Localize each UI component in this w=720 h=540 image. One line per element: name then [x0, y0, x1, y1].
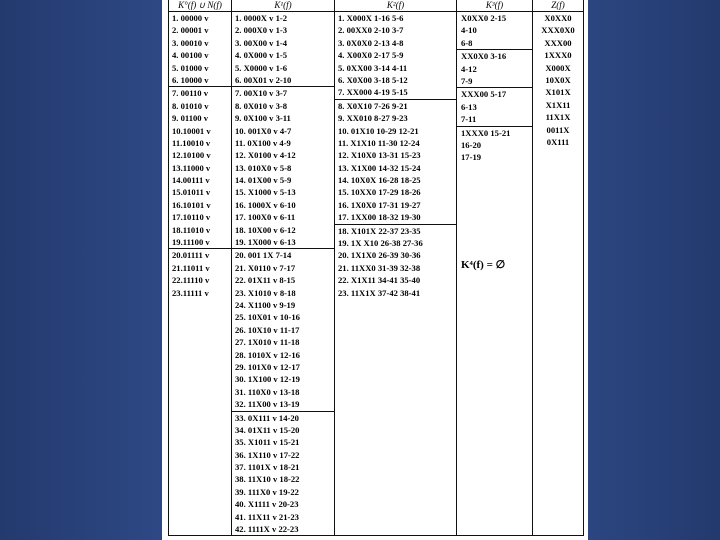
col1-row: 9. 01100 v — [172, 113, 209, 124]
col1-row: 23.11111 v — [172, 287, 209, 298]
col2-row: 14. 01X00 v 5-9 — [235, 175, 292, 186]
col5-row: X0XX0 — [544, 13, 572, 23]
col1-row: 5. 01000 v — [172, 62, 209, 73]
rows-col1 — [169, 12, 231, 299]
col4-row: XX0X0 3-16 — [457, 49, 532, 62]
header-z: Z(f) — [533, 0, 583, 12]
col2-row: 12. X0100 v 4-12 — [235, 150, 296, 161]
document-page — [162, 0, 588, 540]
col3-row: 8. X0X10 7-26 9-21 — [335, 99, 456, 112]
col2-row: 1. 0000X v 1-2 — [235, 13, 288, 23]
col2-row: 41. 11X11 v 21-23 — [235, 511, 299, 522]
col2-row: 27. 1X010 v 11-18 — [235, 337, 300, 348]
col5-row: XXX0X0 — [541, 25, 575, 36]
col1-row: 6. 10000 v — [172, 74, 209, 85]
header-k3: K³(f) — [457, 0, 532, 12]
col3-row: 14. 10X0X 16-28 18-25 — [338, 175, 421, 186]
col2-row: 40. X1111 v 20-23 — [235, 499, 299, 510]
col1-row: 1. 00000 v — [172, 13, 209, 23]
col3-row: 5. 0XX00 3-14 4-11 — [338, 62, 408, 73]
col2-row: 35. X1011 v 15-21 — [235, 437, 300, 448]
col2-row: 38. 11X10 v 18-22 — [235, 474, 300, 485]
table — [168, 0, 584, 536]
col2-row: 16. 1000X v 6-10 — [235, 199, 296, 210]
col4-row: 17-19 — [461, 152, 482, 163]
col3-row: 23. 11X1X 37-42 38-41 — [338, 287, 421, 298]
col1-row: 22.11110 v — [172, 275, 210, 286]
col2-row: 23. X1010 v 8-18 — [235, 287, 296, 298]
col3-row: 11. X1X10 11-30 12-24 — [338, 137, 420, 148]
col1-row: 16.10101 v — [172, 199, 211, 210]
col2-row: 2. 000X0 v 1-3 — [235, 25, 288, 36]
col2-row: 33. 0X111 v 14-20 — [232, 411, 334, 424]
col1-row: 11.10010 v — [172, 137, 211, 148]
col2-row: 7. 00X10 v 3-7 — [232, 86, 334, 99]
col2-row: 25. 10X01 v 10-16 — [235, 312, 300, 323]
column-k2 — [334, 0, 456, 535]
rows-col5 — [533, 12, 583, 148]
col3-row: 2. 00XX0 2-10 3-7 — [338, 25, 404, 36]
col2-row: 8. 0X010 v 3-8 — [235, 100, 288, 111]
col1-row: 7. 00110 v — [169, 86, 231, 99]
col5-row: X1X11 — [545, 99, 571, 110]
col2-row: 9. 0X100 v 3-11 — [235, 113, 291, 124]
col3-row: 16. 1X0X0 17-31 19-27 — [338, 199, 421, 210]
col2-row: 22. 01X11 v 8-15 — [235, 275, 296, 286]
col2-row: 17. 100X0 v 6-11 — [235, 212, 296, 223]
col3-row: 3. 0X0X0 2-13 4-8 — [338, 37, 404, 48]
col2-row: 11. 0X100 v 4-9 — [235, 137, 291, 148]
col1-row: 20.01111 v — [169, 248, 231, 261]
col4-row: 16-20 — [461, 139, 482, 150]
col4-row: 4-10 — [461, 25, 477, 36]
col2-row: 13. 010X0 v 5-8 — [235, 162, 292, 173]
col2-row: 21. X0110 v 7-17 — [235, 262, 296, 273]
col1-row: 17.10110 v — [172, 212, 211, 223]
col5-row: XXX00 — [544, 37, 572, 48]
rows-col4 — [457, 12, 532, 164]
col1-row: 10.10001 v — [172, 125, 211, 136]
rows-col2 — [232, 12, 334, 535]
col3-row: 18. X101X 22-37 23-35 — [335, 224, 456, 237]
col2-row: 42. 1111X v 22-23 — [235, 524, 299, 535]
col4-row: 1XXX0 15-21 — [457, 126, 532, 139]
col2-row: 26. 10X10 v 11-17 — [235, 324, 300, 335]
col1-row: 15.01011 v — [172, 187, 211, 198]
col2-row: 3. 00X00 v 1-4 — [235, 37, 288, 48]
col1-row: 2. 00001 v — [172, 25, 209, 36]
col1-row: 3. 00010 v — [172, 37, 209, 48]
rows-col3 — [335, 12, 456, 299]
col4-row: X0XX0 2-15 — [461, 13, 507, 23]
col3-row: 20. 1X1X0 26-39 30-36 — [338, 250, 421, 261]
col3-row: 12. X10X0 13-31 15-23 — [338, 150, 421, 161]
column-k1 — [231, 0, 334, 535]
col2-row: 15. X1000 v 5-13 — [235, 187, 296, 198]
col3-row: 17. 1XX00 18-32 19-30 — [338, 212, 421, 223]
col2-row: 31. 110X0 v 13-18 — [235, 386, 300, 397]
k4-empty-set-label: K⁴(f) = ∅ — [461, 259, 506, 271]
col3-row: 1. X000X 1-16 5-6 — [338, 13, 404, 23]
col1-row: 4. 00100 v — [172, 50, 209, 61]
col5-row: 0011X — [546, 124, 570, 135]
column-k3 — [456, 0, 532, 535]
col2-row: 10. 001X0 v 4-7 — [235, 125, 292, 136]
col2-row: 18. 10X00 v 6-12 — [235, 224, 296, 235]
column-k0-n — [168, 0, 231, 535]
col1-row: 13.11000 v — [172, 162, 211, 173]
col3-row: 10. 01X10 10-29 12-21 — [338, 125, 419, 136]
col4-row: 6-8 — [461, 37, 473, 48]
col3-row: 15. 10XX0 17-29 18-26 — [338, 187, 421, 198]
col3-row: 4. X00X0 2-17 5-9 — [338, 50, 404, 61]
col3-row: 19. 1X X10 26-38 27-36 — [338, 238, 423, 249]
col2-row: 20. 001 1X 7-14 — [232, 248, 334, 261]
col5-row: X101X — [545, 87, 571, 98]
col2-row: 39. 111X0 v 19-22 — [235, 486, 299, 497]
col2-row: 28. 1010X v 12-16 — [235, 349, 300, 360]
col1-row: 12.10100 v — [172, 150, 211, 161]
col2-row: 36. 1X110 v 17-22 — [235, 449, 300, 460]
col1-row: 8. 01010 v — [172, 100, 209, 111]
header-k0-n: K°(f) ∪ N(f) — [169, 0, 231, 12]
col5-row: 10X0X — [545, 74, 571, 85]
col2-row: 34. 01X11 v 15-20 — [235, 424, 300, 435]
col3-row: 21. 11XX0 31-39 32-38 — [338, 262, 421, 273]
col3-row: 6. X0X00 3-18 5-12 — [338, 74, 408, 85]
header-k2: K²(f) — [335, 0, 456, 12]
col5-row: 0X111 — [546, 136, 570, 147]
col1-row: 19.11100 v — [172, 237, 210, 248]
col2-row: 32. 11X00 v 13-19 — [235, 399, 300, 410]
col4-row: XXX00 5-17 — [457, 87, 532, 100]
col3-row: 9. XX010 8-27 9-23 — [338, 113, 408, 124]
col4-row: 6-13 — [461, 101, 477, 112]
col5-row: 1XXX0 — [544, 50, 572, 61]
col2-row: 24. X1100 v 9-19 — [235, 299, 296, 310]
col2-row: 4. 0X000 v 1-5 — [235, 50, 288, 61]
header-k1: K¹(f) — [232, 0, 334, 12]
col2-row: 30. 1X100 v 12-19 — [235, 374, 300, 385]
col4-row: 4-12 — [461, 63, 477, 74]
column-z — [532, 0, 584, 535]
col5-row: 11X1X — [545, 112, 571, 123]
col1-row: 18.11010 v — [172, 224, 211, 235]
col2-row: 6. 00X01 v 2-10 — [235, 74, 292, 85]
col1-row: 14.00111 v — [172, 175, 210, 186]
col2-row: 5. X0000 v 1-6 — [235, 62, 288, 73]
col3-row: 13. X1X00 14-32 15-24 — [338, 162, 421, 173]
col2-row: 19. 1X000 v 6-13 — [235, 237, 296, 248]
col4-row: 7-9 — [461, 75, 473, 86]
col3-row: 7. XX000 4-19 5-15 — [338, 87, 408, 98]
col1-row: 21.11011 v — [172, 262, 210, 273]
col2-row: 29. 101X0 v 12-17 — [235, 361, 300, 372]
col3-row: 22. X1X11 34-41 35-40 — [338, 275, 421, 286]
col5-row: X000X — [545, 62, 571, 73]
col2-row: 37. 1101X v 18-21 — [235, 462, 300, 473]
col4-row: 7-11 — [461, 114, 477, 125]
